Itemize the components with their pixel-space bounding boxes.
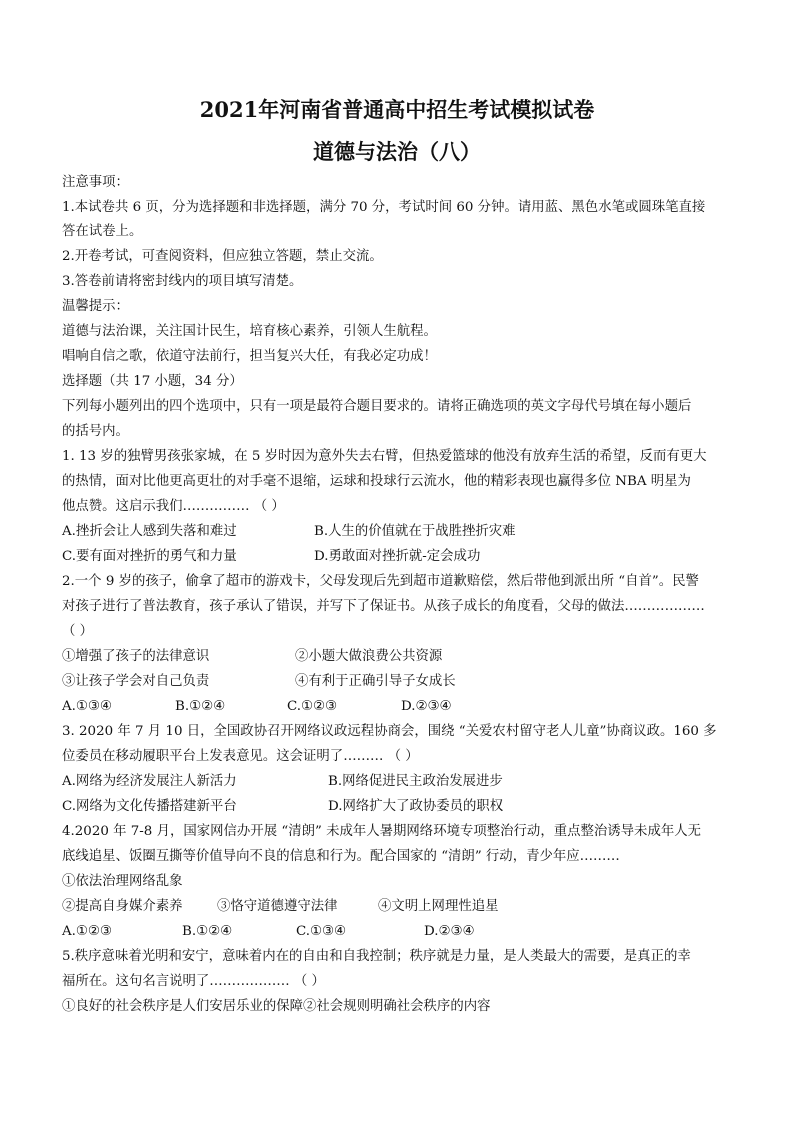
q3-stem-line-2: 位委员在移动履职平台上发表意见。这会证明了……… （ ） [62,749,419,764]
q3-stem-line-1: 3. 2020 年 7 月 10 日，全国政协召开网络议政远程协商会，围绕 “关爱农村留守老人儿童”协商议政。160 多 [62,724,717,739]
notice-item-3: 3.答卷前请将密封线内的项目填写清楚。 [62,274,303,289]
q2-statement-1: ①增强了孩子的法律意识 [62,649,210,664]
q3-option-a: A.网络为经济发展注人新活力 [62,774,237,789]
page-title: 2021年河南省普通高中招生考试模拟试卷 [199,97,595,122]
tips-line-1: 道德与法治课，关注国计民生，培育核心素养，引领人生航程。 [62,324,437,339]
notice-item-2: 2.开卷考试，可查阅资料，但应独立答题，禁止交流。 [62,249,383,264]
q2-stem-line-1: 2.一个 9 岁的孩子，偷拿了超市的游戏卡，父母发现后先到超市道歉赔偿，然后带他到派出所 “自首”。民警 [62,574,699,589]
q5-stem-line-2: 福所在。这句名言说明了……………… （ ） [62,974,325,989]
q2-statement-4: ④有利于正确引导子女成长 [295,674,456,689]
q1-option-c: C.要有面对挫折的勇气和力量 [62,549,237,564]
q5-stem-line-1: 5.秩序意味着光明和安宁，意味着内在的自由和自我控制；秩序就是力量，是人类最大的需要，是真正的幸 [62,949,691,964]
q2-stem-line-3: （ ） [62,624,94,639]
q1-option-d: D.勇敢面对挫折就-定会成功 [314,549,481,564]
q4-option-a: A.①②③ [62,924,112,939]
tips-heading: 温馨提示： [62,299,129,314]
tips-line-2: 唱响自信之歌，依道守法前行，担当复兴大任，有我必定功成！ [62,349,437,364]
q4-option-d: D.②③④ [424,924,475,939]
notice-heading: 注意事项： [62,175,129,190]
q1-stem-line-1: 1. 13 岁的独臂男孩张家城，在 5 岁时因为意外失去右臂，但热爱篮球的他没有放弃生活的希望，反而有更大 [62,449,707,464]
section-instructions-cont: 的括号内。 [62,424,129,439]
q4-option-b: B.①②④ [182,924,233,939]
q4-statement-3: ③恪守道德遵守法律 [217,899,338,914]
q4-stem-line-1: 4.2020 年 7-8 月，国家网信办开展 “清朗” 未成年人暑期网络环境专项整治行动，重点整治诱导未成年人无 [62,824,702,839]
q1-option-b: B.人生的价值就在于战胜挫折灾难 [314,524,516,539]
q5-statements-line: ①良好的社会秩序是人们安居乐业的保障②社会规则明确社会秩序的内容 [62,999,491,1014]
q3-option-b: B.网络促进民主政治发展进步 [328,774,503,789]
q2-option-b: B.①②④ [175,699,226,714]
q2-option-a: A.①③④ [62,699,112,714]
q3-option-d: D.网络扩大了政协委员的职权 [328,799,504,814]
q2-statement-3: ③让孩子学会对自己负责 [62,674,210,689]
section-instructions: 下列每小题列出的四个选项中，只有一项是最符合题目要求的。请将正确选项的英文字母代号填在每小题后 [62,399,692,414]
q2-option-c: C.①②③ [287,699,338,714]
q3-option-c: C.网络为文化传播搭建新平台 [62,799,237,814]
q2-statement-2: ②小题大做浪费公共资源 [295,649,443,664]
page-subtitle: 道德与法治（八） [313,139,481,164]
q4-option-c: C.①③④ [296,924,347,939]
q1-option-a: A.挫折会让人感到失落和难过 [62,524,237,539]
q2-option-d: D.②③④ [401,699,452,714]
section-heading: 选择题（共 17 小题，34 分） [62,374,243,389]
q4-statement-1: ①依法治理网络乱象 [62,874,183,889]
q4-statement-4: ④文明上网理性追星 [378,899,499,914]
notice-item-1-cont: 答在试卷上。 [62,224,143,239]
q1-stem-line-3: 他点赞。这启示我们…………… （ ） [62,499,285,514]
notice-item-1: 1.本试卷共 6 页，分为选择题和非选择题，满分 70 分，考试时间 60 分钟。请用蓝、黑色水笔或圆珠笔直接 [62,200,706,215]
q4-statement-2: ②提高自身媒介素养 [62,899,183,914]
q1-stem-line-2: 的热情，面对比他更高更壮的对手毫不退缩，运球和投球行云流水，他的精彩表现也赢得多位 NBA 明星为 [62,474,691,489]
q2-stem-line-2: 对孩子进行了普法教育，孩子承认了错误，并写下了保证书。从孩子成长的角度看，父母的做法……………… [62,599,705,614]
q4-stem-line-2: 底线追星、饭圈互撕等价值导向不良的信息和行为。配合国家的 “清朗” 行动，青少年应……… [62,849,620,864]
